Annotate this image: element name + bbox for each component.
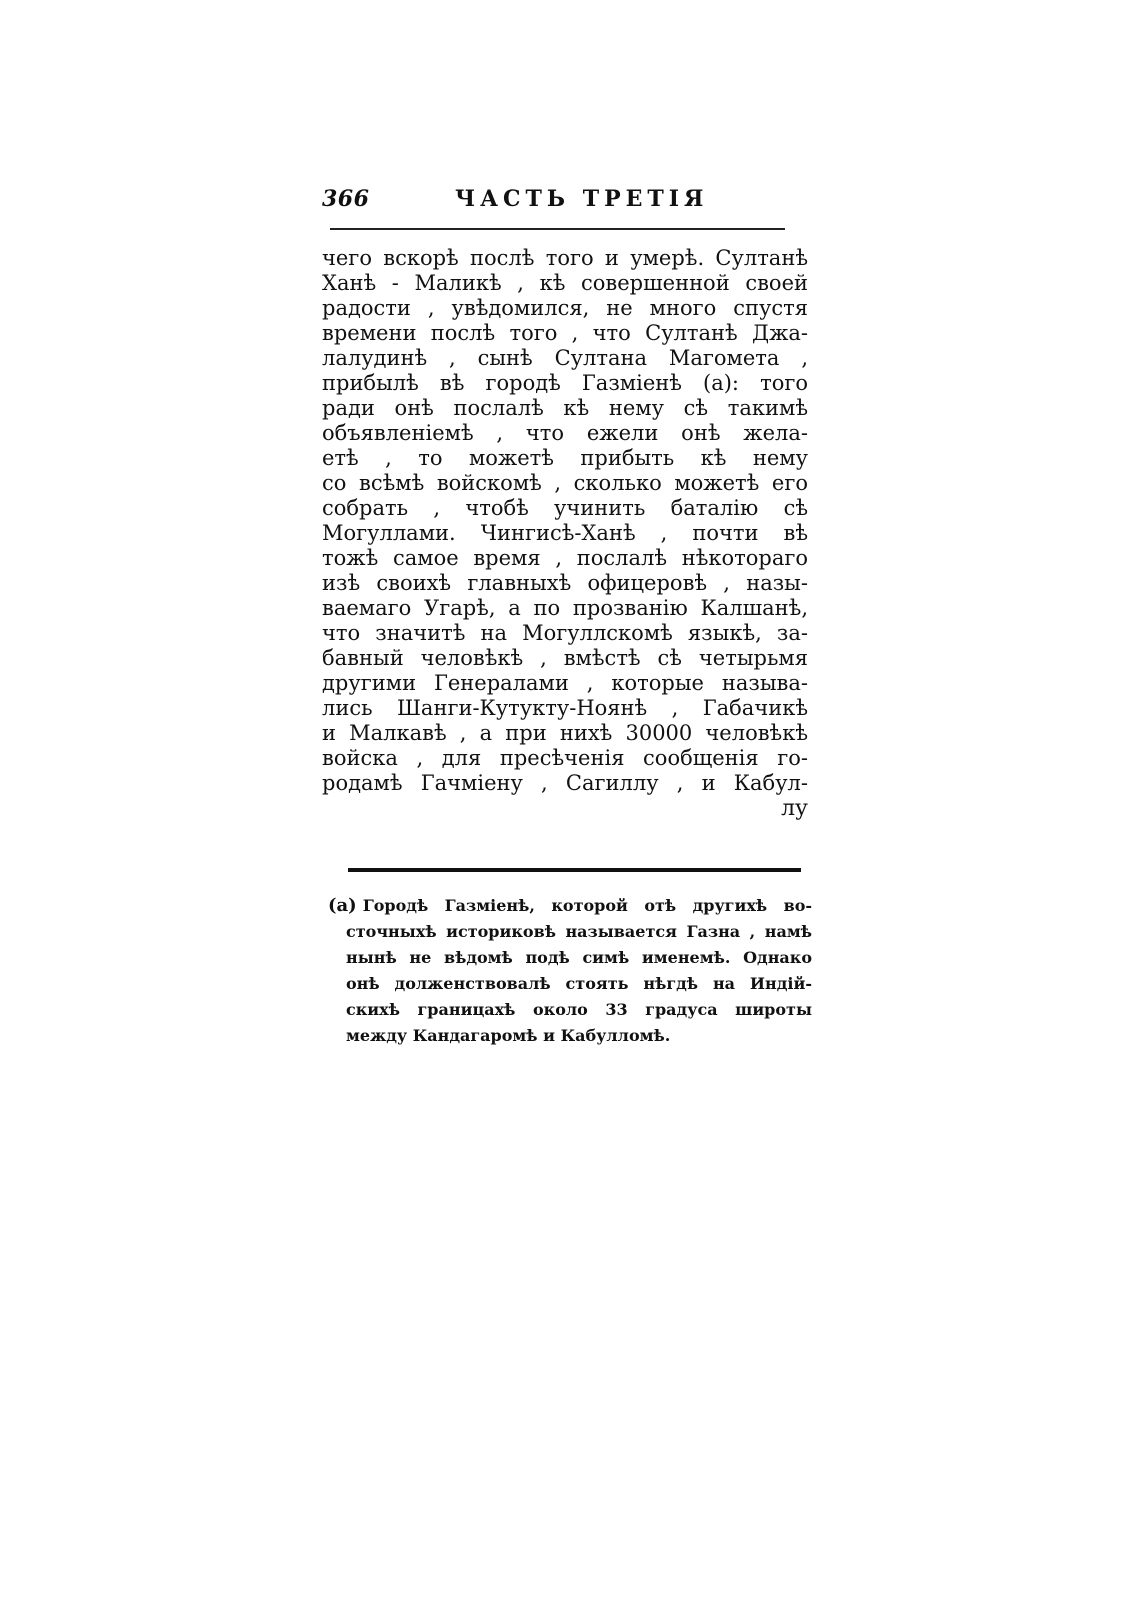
footnote-marker: (a): [328, 895, 357, 916]
running-title: ЧАСТЬ ТРЕТІЯ: [455, 186, 709, 212]
text-line: другими Генералами , которые называ-: [322, 671, 808, 695]
text-line: собрать , чтобѣ учинить баталію сѣ: [322, 496, 808, 520]
text-line: родамѣ Гачміену , Сагиллу , и Кабул-: [322, 771, 808, 795]
footnote-line: онѣ долженствовалѣ стоять нѣгдѣ на Индій-: [346, 974, 812, 993]
text-line: лись Шанги-Кутукту-Ноянѣ , Габачикѣ: [322, 696, 808, 720]
text-line: со всѣмѣ войскомѣ , сколько можетѣ его: [322, 471, 808, 495]
text-line: лалудинѣ , сынѣ Султана Магомета ,: [322, 346, 808, 370]
text-line: чего вскорѣ послѣ того и умерѣ. Султанѣ: [322, 246, 808, 270]
text-line: тожѣ самое время , послалѣ нѣкотораго: [322, 546, 808, 570]
text-line: ваемаго Угарѣ, а по прозванію Калшанѣ,: [322, 596, 808, 620]
catchword: лу: [781, 796, 808, 821]
footnote-line: между Кандагаромѣ и Кабулломѣ.: [346, 1026, 671, 1045]
text-line: етѣ , то можетѣ прибыть кѣ нему: [322, 446, 808, 470]
text-line: Могуллами. Чингисѣ-Ханѣ , почти вѣ: [322, 521, 808, 545]
text-line: Ханѣ - Маликѣ , кѣ совершенной своей: [322, 271, 808, 295]
footnote-block: [328, 893, 812, 1049]
header-rule: [330, 228, 785, 230]
footnote-line: сточныхѣ историковѣ называется Газна , намѣ: [346, 922, 812, 941]
footnote-line: скихѣ границахѣ около 33 градуса широты: [346, 1000, 812, 1019]
text-line: войска , для пресѣченія сообщенія го-: [322, 746, 808, 770]
text-line: и Малкавѣ , а при нихѣ 30000 человѣкѣ: [322, 721, 808, 745]
footnote-line: нынѣ не вѣдомѣ подѣ симѣ именемѣ. Однако: [346, 948, 812, 967]
text-line: ради онѣ послалѣ кѣ нему сѣ такимѣ: [322, 396, 808, 420]
text-line: радости , увѣдомился, не много спустя: [322, 296, 808, 320]
text-line: прибылѣ вѣ городѣ Газміенѣ (a): того: [322, 371, 808, 395]
text-line: изѣ своихѣ главныхѣ офицеровѣ , назы-: [322, 571, 808, 595]
text-line: бавный человѣкѣ , вмѣстѣ сѣ четырьмя: [322, 646, 808, 670]
text-line: времени послѣ того , что Султанѣ Джа-: [322, 321, 808, 345]
footnote-line-first: [328, 893, 812, 919]
footnote-text: Городѣ Газміенѣ, которой отѣ другихѣ во-: [362, 896, 812, 915]
page-number: 366: [322, 186, 370, 212]
text-line: что значитѣ на Могуллскомѣ языкѣ, за-: [322, 621, 808, 645]
footnote-rule: [348, 868, 801, 872]
main-text-block: [322, 246, 808, 821]
text-line: объявленіемѣ , что ежели онѣ жела-: [322, 421, 808, 445]
